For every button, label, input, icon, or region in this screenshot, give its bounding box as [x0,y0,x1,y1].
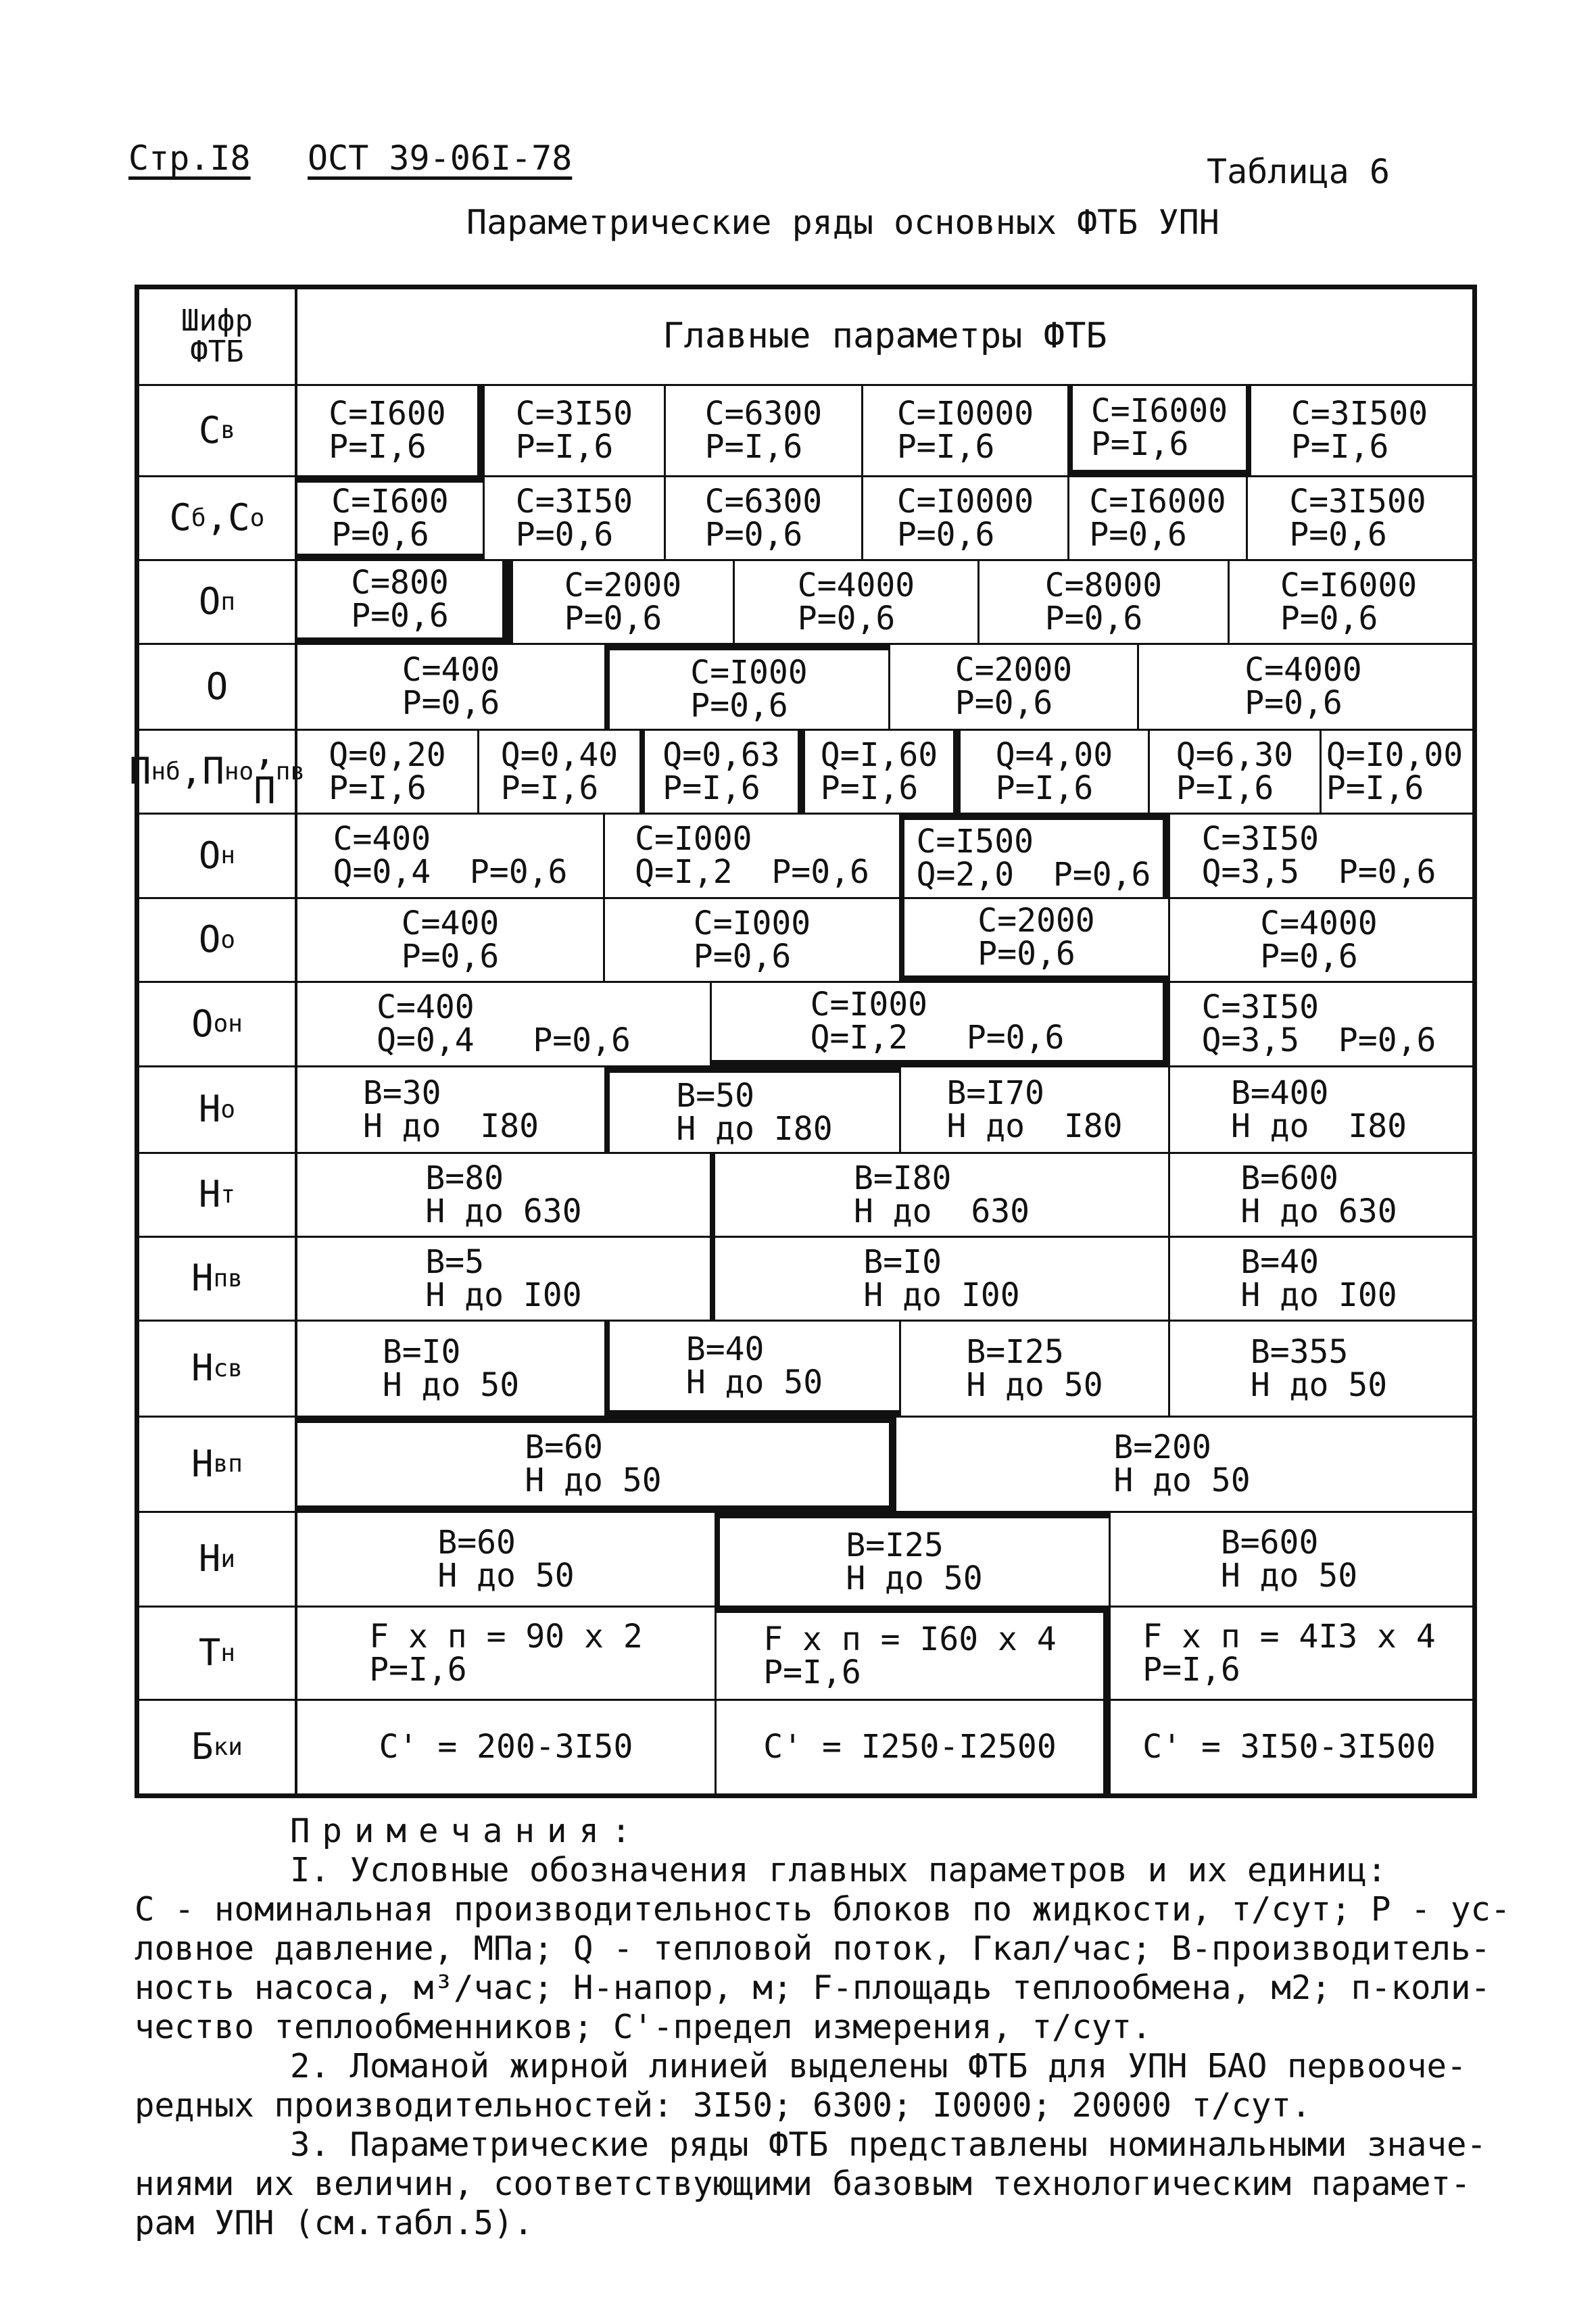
table-cell: B=I80 H до 630 [710,1154,1168,1236]
table-cell: B=60 H до 50 [437,1523,575,1595]
table-cell: F x п = I60 x 4 P=I,6 [715,1608,1109,1699]
table-cell: C=I6000 P=0,6 [1228,561,1468,643]
table-row [139,1699,1472,1793]
row-code: Н о [139,1067,297,1152]
row-code: С б ,С о [139,477,297,559]
table-cell: Q=0,20 P=I,6 [329,735,446,807]
table-row [139,384,1472,475]
table-cell: C=2000 P=0,6 [508,561,733,643]
table-row [139,1152,1472,1236]
table-cell: B=I25 H до 50 [899,1322,1168,1416]
table-cell: C=4000 P=0,6 [733,561,977,643]
table-cell: B=80 H до 630 [425,1159,582,1230]
table-cell: B=50 H до I80 [604,1067,899,1152]
table-cell: Q=I,60 P=I,6 [803,731,959,813]
row-code: П нб ,П но , П пв [128,730,306,812]
table-cell: B=600 H до 50 [1109,1513,1468,1606]
table-cell: Q=6,30 P=I,6 [1148,731,1320,813]
table-cell: F x п = 4I3 x 4 P=I,6 [1109,1608,1468,1699]
column-header-params: Главные параметры ФТБ [662,316,1107,357]
table-row [139,1416,1472,1511]
row-code: Б ки [139,1701,297,1793]
table-cell: B=400 H до I80 [1168,1067,1468,1152]
table-cell: C=3I50 Q=3,5 P=0,6 [1168,983,1468,1065]
table-cell: C=2000 P=0,6 [899,899,1168,981]
note-line: редных производительностей: 3I50; 6300; I0000; 20000 т/сут. [135,2086,1311,2125]
table-cell: C=I0000 P=0,6 [861,477,1067,559]
table-cell: C=8000 P=0,6 [977,561,1228,643]
row-code: Н т [139,1154,297,1236]
table-cell: B=200 H до 50 [894,1418,1468,1511]
table-row [139,981,1472,1065]
table-cell: C=400 Q=0,4 P=0,6 [377,988,631,1059]
note-line: 3. Параметрические ряды ФТБ представлены номинальными значе- [290,2125,1487,2164]
note-line: ность насоса, м³/час; Н-напор, м; F-площадь теплообмена, м2; п-коли- [135,1969,1491,2007]
table-row [139,1236,1472,1320]
table-cell: B=I70 H до I80 [899,1067,1168,1152]
table-cell: C' = I250-I2500 [715,1701,1109,1793]
row-code: Н вп [139,1418,297,1511]
table-cell: C' = 200-3I50 [379,1728,633,1766]
table-cell: C=I000 Q=I,2 P=0,6 [603,815,899,897]
table-cell: C=3I50 P=I,6 [483,386,664,475]
table-cell: C=I0000 P=I,6 [861,386,1067,475]
table-cell: C=800 P=0,6 [297,561,508,643]
table-cell: C' = 3I50-3I500 [1109,1701,1468,1793]
row-code: С в [139,386,297,475]
row-code: Н св [139,1322,297,1416]
table-number: Таблица 6 [1207,152,1390,191]
row-code: О п [139,561,297,643]
table-cell: C=I000 P=0,6 [603,899,899,981]
note-line: С - номинальная производительность блоков по жидкости, т/сут; Р - ус- [135,1890,1511,1929]
note-line: ловное давление, МПа; Q - тепловой поток, Гкал/час; В-производитель- [135,1929,1491,1968]
table-cell: C=I6000 P=0,6 [1067,477,1246,559]
table-cell: C=6300 P=I,6 [664,386,861,475]
table-row [139,559,1472,643]
table-cell: C=3I500 P=I,6 [1246,386,1468,475]
table-cell: C=6300 P=0,6 [664,477,861,559]
table-cell: C=I000 P=0,6 [604,645,888,729]
row-code: О [139,645,297,729]
table-row [139,1065,1472,1152]
table-row [139,1606,1472,1699]
table-row [139,475,1472,559]
notes-heading: Примечания: [290,1812,644,1850]
table-cell: Q=0,40 P=I,6 [477,731,639,813]
table-cell: Q=4,00 P=I,6 [959,731,1148,813]
table-cell: F x п = 90 x 2 P=I,6 [369,1617,643,1689]
row-code: О н [139,815,297,897]
table-cell: B=60 H до 50 [297,1418,894,1511]
parameter-table [128,285,1477,1798]
table-cell: B=I25 H до 50 [715,1513,1109,1606]
table-header-row [139,289,1472,384]
table-row [139,1511,1472,1606]
table-cell: B=40 H до I00 [1168,1238,1468,1320]
row-code: О он [139,983,297,1065]
table-cell: B=600 H до 630 [1168,1154,1468,1236]
table-cell: C=I600 P=0,6 [297,477,483,559]
table-cell: B=30 H до I80 [362,1073,539,1145]
table-row [139,643,1472,729]
page-number: Стр.I8 [128,139,251,178]
table-cell: C=400 Q=0,4 P=0,6 [333,820,568,891]
note-line: ниями их величин, соответствующими базовым технологическим парамет- [135,2165,1471,2203]
table-cell: Q=0,63 P=I,6 [639,731,803,813]
table-cell: C=3I500 P=0,6 [1246,477,1468,559]
table-cell: C=I000 Q=I,2 P=0,6 [710,983,1168,1065]
table-cell: C=4000 P=0,6 [1168,899,1468,981]
row-code: Н пв [139,1238,297,1320]
table-cell: C=I6000 P=I,6 [1067,386,1246,475]
table-cell: B=I0 H до 50 [382,1332,520,1404]
table-cell: B=5 H до I00 [425,1243,582,1314]
note-line: I. Условные обозначения главных параметров и их единиц: [290,1851,1387,1889]
note-line: рам УПН (см.табл.5). [135,2204,534,2242]
row-code: Т н [139,1608,297,1699]
table-cell: C=I600 P=I,6 [297,386,483,475]
table-title: Параметрические ряды основных ФТБ УПН [466,203,1219,242]
row-code: О о [139,899,297,981]
table-row [139,813,1472,897]
table-cell: C=2000 P=0,6 [888,645,1137,729]
table-cell: C=400 P=0,6 [401,904,500,975]
table-row [139,897,1472,981]
table-cell: C=3I50 P=0,6 [483,477,664,559]
column-header-code: Шифр ФТБ [139,289,297,384]
table-row [128,729,1472,813]
table-cell: B=I0 H до I00 [710,1238,1168,1320]
table-cell: C=400 P=0,6 [402,651,500,722]
table-cell: C=3I50 Q=3,5 P=0,6 [1168,815,1468,897]
table-cell: Q=I0,00 P=I,6 [1320,731,1468,813]
table-cell: B=40 H до 50 [604,1322,899,1416]
table-cell: C=4000 P=0,6 [1137,645,1468,729]
note-line: 2. Ломаной жирной линией выделены ФТБ для УПН БАО первооче- [290,2047,1467,2085]
note-line: чество теплообменников; С'-предел измерения, т/сут. [135,2008,1152,2046]
table-cell: C=I500 Q=2,0 P=0,6 [899,815,1168,897]
standard-code: ОСТ 39-06I-78 [308,139,573,178]
table-row [139,1320,1472,1416]
row-code: Н и [139,1513,297,1606]
notes [135,1812,1511,2243]
table-cell: B=355 H до 50 [1168,1322,1468,1416]
